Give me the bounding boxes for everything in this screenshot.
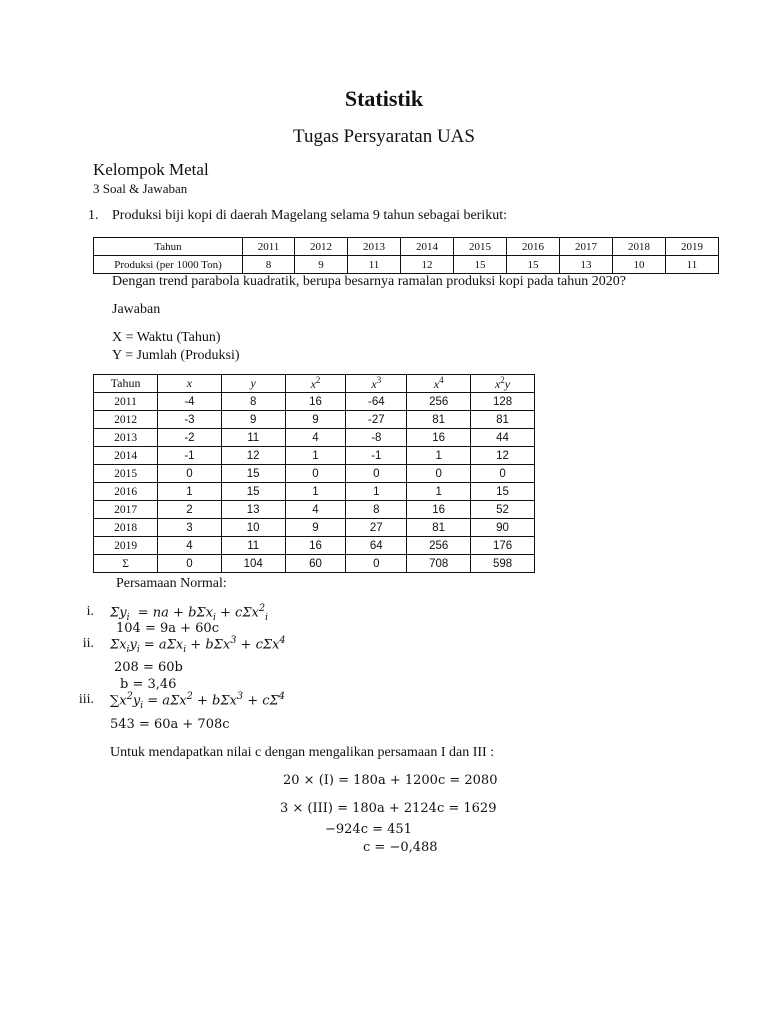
table-row	[94, 447, 535, 465]
y-definition: Y = Jumlah (Produksi)	[112, 348, 240, 363]
table-cell: 2015	[454, 238, 507, 256]
x-definition: X = Waktu (Tahun)	[112, 330, 221, 345]
table-cell: 16	[285, 537, 346, 555]
table-cell: 13	[221, 501, 285, 519]
table-cell: 176	[471, 537, 535, 555]
table-cell: 11	[348, 256, 401, 274]
table-cell: 9	[221, 411, 285, 429]
column-header-x2y: $x^2y$	[471, 375, 535, 393]
table-row	[94, 411, 535, 429]
table-cell: 44	[471, 429, 535, 447]
table-cell: 256	[407, 393, 471, 411]
table-cell: 1	[285, 447, 346, 465]
table-cell: 2018	[94, 519, 158, 537]
table-cell: 2013	[348, 238, 401, 256]
answer-label: Jawaban	[112, 302, 161, 317]
table-cell: 11	[221, 537, 285, 555]
column-header-x4: $x^4$	[407, 375, 471, 393]
table-cell: 11	[665, 256, 718, 274]
table-cell: 12	[401, 256, 454, 274]
table-cell: 10	[612, 256, 665, 274]
production-table	[93, 237, 719, 274]
column-header-y: y	[221, 375, 285, 393]
table-row	[94, 393, 535, 411]
table-cell: 16	[407, 429, 471, 447]
table-cell: -4	[158, 393, 222, 411]
table-cell: -27	[346, 411, 407, 429]
table-cell: 9	[295, 256, 348, 274]
table-cell: 2011	[94, 393, 158, 411]
page-title: Statistik	[344, 86, 424, 111]
table-cell: 15	[221, 465, 285, 483]
equation-number-iii: iii.	[78, 692, 94, 707]
table-cell: 2016	[506, 238, 559, 256]
table-cell: Σ	[94, 555, 158, 573]
table-cell: 16	[407, 501, 471, 519]
table-row	[94, 519, 535, 537]
table-cell: 2017	[94, 501, 158, 519]
normal-equation-iii: $\sum x^2y_i = a\Sigma x^2 + b\Sigma x^3 + c\Sigma^4$	[110, 691, 285, 711]
table-cell: 2019	[665, 238, 718, 256]
column-header-x3: $x^3$	[346, 375, 407, 393]
table-header-row	[94, 375, 535, 393]
table-cell: 2019	[94, 537, 158, 555]
table-cell: 1	[158, 483, 222, 501]
page-subtitle: Tugas Persyaratan UAS	[293, 126, 475, 147]
table-cell: -8	[346, 429, 407, 447]
table-row	[94, 537, 535, 555]
equation-number-i: i.	[86, 604, 94, 619]
table-cell: 0	[158, 555, 222, 573]
normal-equation-ii: $\Sigma x_iy_i = a\Sigma x_i + b\Sigma x^3 + c\Sigma x^4$	[110, 635, 286, 655]
solution-line-1: 20 × (I) = 180a + 1200c = 2080	[283, 773, 498, 788]
calculation-table	[93, 374, 535, 573]
table-row	[94, 465, 535, 483]
table-cell: 52	[471, 501, 535, 519]
group-note: 3 Soal & Jawaban	[93, 181, 188, 196]
table-cell: 0	[471, 465, 535, 483]
table-cell: 0	[285, 465, 346, 483]
table-cell: 16	[285, 393, 346, 411]
table-row	[94, 483, 535, 501]
table-cell: 0	[158, 465, 222, 483]
table-cell: 12	[221, 447, 285, 465]
solution-line-3: −924c = 451	[325, 822, 412, 837]
table-cell: 8	[243, 256, 295, 274]
table-cell: 4	[285, 429, 346, 447]
table-cell: 0	[346, 555, 407, 573]
group-name: Kelompok Metal	[93, 160, 209, 179]
table-cell: 27	[346, 519, 407, 537]
table-cell: 2015	[94, 465, 158, 483]
table-cell: 81	[407, 411, 471, 429]
table-row	[94, 238, 719, 256]
table-cell: 12	[471, 447, 535, 465]
column-header-tahun: Tahun	[94, 375, 158, 393]
normal-equation-i: $\Sigma y_i$ = na + bΣx$_i$ + cΣx$^2_i$	[110, 603, 269, 623]
table-cell: 15	[454, 256, 507, 274]
question-text: Produksi biji kopi di daerah Magelang selama 9 tahun sebagai berikut:	[112, 208, 508, 223]
table-cell: 128	[471, 393, 535, 411]
solution-intro: Untuk mendapatkan nilai c dengan mengalikan persamaan I dan III :	[110, 745, 495, 760]
table-row	[94, 501, 535, 519]
equation-ii-result-1: 208 = 60b	[114, 660, 183, 675]
column-header-x: x	[158, 375, 222, 393]
table-cell: 2011	[243, 238, 295, 256]
table-cell: 11	[221, 429, 285, 447]
table-cell: 2	[158, 501, 222, 519]
table-cell: -2	[158, 429, 222, 447]
table-cell: 3	[158, 519, 222, 537]
table-cell: 2013	[94, 429, 158, 447]
table-cell: 81	[471, 411, 535, 429]
table-row	[94, 256, 719, 274]
table-cell: 64	[346, 537, 407, 555]
table-cell: 81	[407, 519, 471, 537]
equation-i-result: 104 = 9a + 60c	[116, 621, 219, 636]
question-number: 1.	[88, 208, 99, 223]
table-cell: Tahun	[94, 238, 243, 256]
table-cell: 4	[285, 501, 346, 519]
table-cell: -3	[158, 411, 222, 429]
table-cell: 15	[221, 483, 285, 501]
table-cell: 2014	[94, 447, 158, 465]
table-cell: 256	[407, 537, 471, 555]
table-cell: 2014	[401, 238, 454, 256]
table-row	[94, 555, 535, 573]
solution-line-4: c = −0,488	[363, 840, 438, 855]
table-cell: 15	[506, 256, 559, 274]
table-cell: 8	[221, 393, 285, 411]
question-followup: Dengan trend parabola kuadratik, berupa besarnya ramalan produksi kopi pada tahun 2020?	[112, 274, 626, 289]
equation-iii-result: 543 = 60a + 708c	[110, 717, 230, 732]
equation-ii-result-2: b = 3,46	[120, 677, 177, 692]
table-cell: 4	[158, 537, 222, 555]
table-cell: 90	[471, 519, 535, 537]
table-cell: -1	[346, 447, 407, 465]
table-cell: 708	[407, 555, 471, 573]
solution-line-2: 3 × (III) = 180a + 2124c = 1629	[280, 801, 497, 816]
table-cell: 0	[407, 465, 471, 483]
table-cell: 8	[346, 501, 407, 519]
equation-number-ii: ii.	[82, 636, 94, 651]
table-cell: 2016	[94, 483, 158, 501]
table-cell: 10	[221, 519, 285, 537]
normal-equation-label: Persamaan Normal:	[116, 576, 227, 591]
table-cell: 0	[346, 465, 407, 483]
column-header-x2: $x^2$	[285, 375, 346, 393]
table-cell: 9	[285, 411, 346, 429]
table-cell: 2018	[612, 238, 665, 256]
table-cell: 9	[285, 519, 346, 537]
table-cell: 104	[221, 555, 285, 573]
table-cell: 1	[346, 483, 407, 501]
table-cell: 1	[285, 483, 346, 501]
table-row	[94, 429, 535, 447]
table-cell: 2012	[295, 238, 348, 256]
table-cell: 598	[471, 555, 535, 573]
table-cell: 15	[471, 483, 535, 501]
table-cell: Produksi (per 1000 Ton)	[94, 256, 243, 274]
table-cell: 13	[559, 256, 612, 274]
table-cell: 60	[285, 555, 346, 573]
table-cell: 1	[407, 447, 471, 465]
table-cell: 2012	[94, 411, 158, 429]
table-cell: 2017	[559, 238, 612, 256]
table-cell: -64	[346, 393, 407, 411]
table-cell: 1	[407, 483, 471, 501]
table-cell: -1	[158, 447, 222, 465]
